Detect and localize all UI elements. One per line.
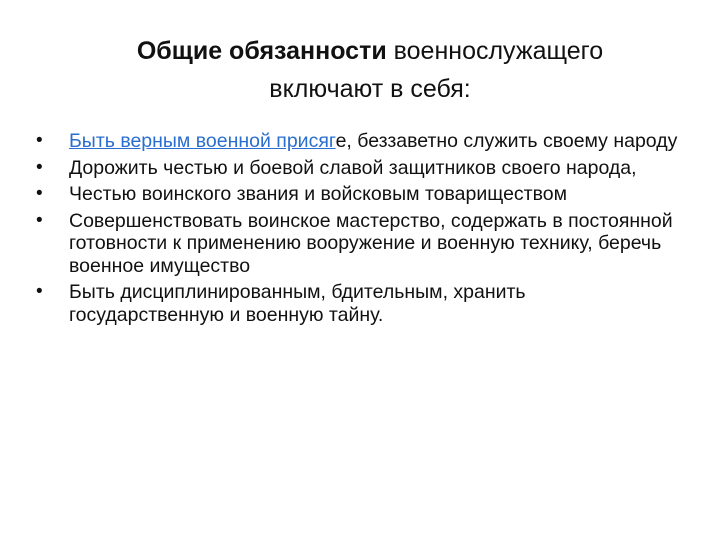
- list-item: [36, 157, 686, 180]
- list-item: [36, 210, 686, 278]
- list-item-text: Совершенствовать воинское мастерство, содержать в постоянной готовности к применению вооружение и военную технику, беречь военное имущество: [69, 209, 673, 277]
- title-line-2: включают в себя:: [269, 75, 471, 103]
- list-item-text: Быть дисциплинированным, бдительным, хранить государственную и военную тайну.: [69, 281, 526, 326]
- list-item-text: Дорожить честью и боевой славой защитников своего народа,: [69, 156, 637, 179]
- bullet-icon: •: [36, 130, 43, 151]
- list-item: [36, 130, 686, 153]
- oath-link[interactable]: Быть верным военной присяг: [69, 130, 336, 152]
- list-item-text: е, беззаветно служить своему народу: [335, 130, 678, 152]
- list-item: [36, 183, 686, 206]
- bullet-icon: •: [36, 209, 43, 231]
- duties-list: [36, 130, 686, 330]
- title-bold: Общие обязанности: [136, 37, 387, 65]
- bullet-icon: •: [36, 281, 43, 302]
- list-item-text: Честью воинского звания и войсковым товариществом: [69, 183, 567, 205]
- title-rest: военнослужащего: [386, 37, 604, 65]
- slide-title: [60, 32, 680, 108]
- bullet-icon: •: [36, 156, 43, 178]
- list-item: [36, 281, 686, 326]
- bullet-icon: •: [36, 183, 43, 204]
